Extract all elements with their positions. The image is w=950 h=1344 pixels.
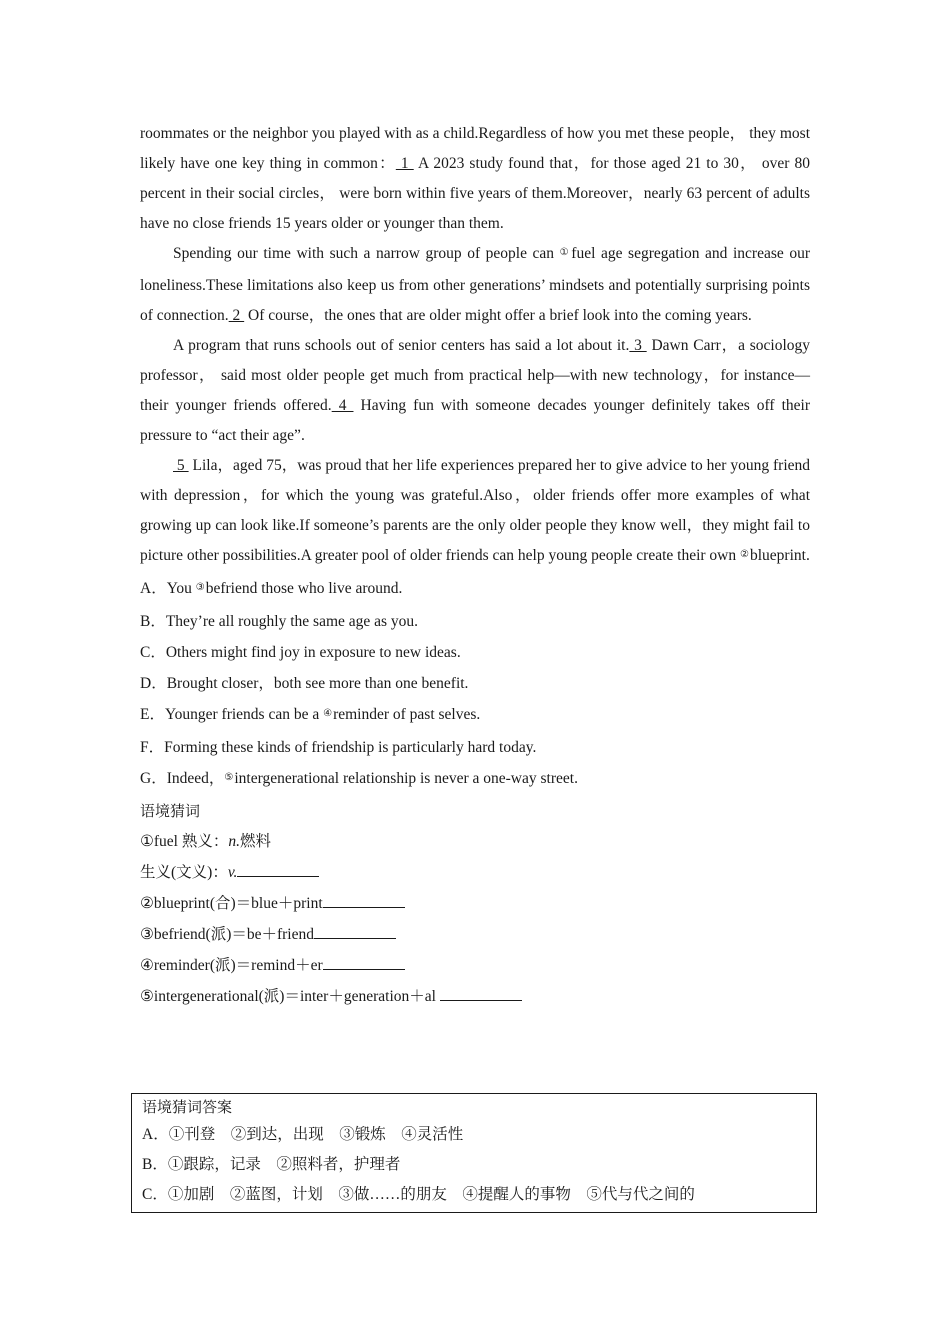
passage-paragraph-2: [140, 239, 810, 331]
answer-line-a: A．①刊登 ②到达，出现 ③锻炼 ④灵活性: [142, 1126, 464, 1143]
passage-paragraph-3: [140, 331, 810, 451]
answer-line-c: C．①加剧 ②蓝图，计划 ③做……的朋友 ④提醒人的事物 ⑤代与代之间的: [142, 1186, 695, 1203]
answers-box: [131, 1093, 817, 1213]
option-g-marker: ⑤: [224, 772, 234, 783]
answer-line-b: B．①跟踪，记录 ②照料者，护理者: [142, 1156, 401, 1173]
option-e-text: E．Younger friends can be a: [140, 706, 324, 723]
passage-paragraph-4: [140, 451, 810, 573]
answers-title: 语境猜词答案: [142, 1098, 233, 1116]
vocab-line-2-pos: v.: [227, 864, 238, 881]
p4-text-a: Lila，aged 75，was proud that her life experiences prepared her to give advice to her young friend with depression，for which the young was grateful.Also，older friends offer more examples of what growing up can look like.If someone’s parents are the only older people they know well，they might fail to picture other possibilities.A greater pool of older friends can help young people create their own: [140, 457, 811, 564]
vocab-answer-blank-1[interactable]: [237, 862, 319, 877]
option-d[interactable]: [140, 668, 810, 699]
option-f-text: F．Forming these kinds of friendship is particularly hard today.: [140, 739, 537, 756]
option-d-text: D．Brought closer，both see more than one benefit.: [140, 675, 469, 692]
vocab-line-2-a: 生义(文义)：: [140, 864, 228, 881]
vocab-line-5: [140, 950, 810, 981]
vocab-line-2: [140, 857, 810, 888]
vocab-answer-blank-4[interactable]: [323, 955, 405, 970]
option-a-text-rest: befriend those who live around.: [205, 580, 403, 597]
passage-paragraph-1: [140, 119, 810, 239]
vocab-line-4-text: ③befriend(派)＝be＋friend: [140, 926, 314, 943]
p2-text-b: fuel age segregation and increase our loneliness.These limitations also keep us from other generations’ mindsets and potentially surprising points of connection.: [140, 245, 810, 324]
vocab-line-6: [140, 981, 810, 1012]
p1-text-a: roommates or the neighbor you played with as a child.Regardless of how you met these people， they most likely have one key thing in common：: [140, 125, 810, 172]
p2-text-a: Spending our time with such a narrow group of people can: [173, 245, 560, 262]
marker-1: ①: [559, 247, 571, 258]
blank-1[interactable]: 1: [395, 155, 414, 172]
option-e-text-rest: reminder of past selves.: [333, 706, 481, 723]
blank-4[interactable]: 4: [331, 397, 354, 414]
option-e-marker: ④: [323, 708, 333, 719]
vocab-title: 语境猜词: [140, 802, 201, 820]
vocab-line-3: [140, 888, 810, 919]
option-g[interactable]: [140, 763, 810, 796]
p3-text-c: Having fun with someone decades younger definitely takes off their pressure to “act their age”.: [140, 397, 811, 444]
options-list: [140, 573, 810, 796]
option-f[interactable]: [140, 732, 810, 763]
p1-text-b: A 2023 study found that，for those aged 21 to 30， over 80 percent in their social circles， were born within five years of them.Moreover，nearly 63 percent of adults have no close friends 15 years older or younger than them.: [140, 155, 810, 232]
option-e[interactable]: [140, 699, 810, 732]
option-a-text: A．You: [140, 580, 196, 597]
page-content: [140, 119, 810, 1012]
p3-text-a: A program that runs schools out of senior centers has said a lot about it.: [173, 337, 630, 354]
marker-2: ②: [740, 549, 749, 560]
vocab-line-1-pos: n.: [228, 833, 240, 850]
option-c-text: C．Others might find joy in exposure to new ideas.: [140, 644, 461, 661]
p2-text-c: Of course，the ones that are older might offer a brief look into the coming years.: [248, 307, 752, 324]
option-a[interactable]: [140, 573, 810, 606]
vocab-line-5-text: ④reminder(派)＝remind＋er: [140, 957, 323, 974]
option-b[interactable]: [140, 606, 810, 637]
vocab-line-1: [140, 826, 810, 857]
vocab-answer-blank-2[interactable]: [323, 893, 405, 908]
vocab-answer-blank-5[interactable]: [440, 986, 522, 1001]
vocab-answer-blank-3[interactable]: [314, 924, 396, 939]
option-a-marker: ③: [195, 582, 205, 593]
option-b-text: B．They’re all roughly the same age as you.: [140, 613, 419, 630]
option-c[interactable]: [140, 637, 810, 668]
vocab-line-3-text: ②blueprint(合)＝blue＋print: [140, 895, 323, 912]
vocab-line-4: [140, 919, 810, 950]
vocab-line-6-text: ⑤intergenerational(派)＝inter＋generation＋al: [140, 988, 440, 1005]
option-g-text-rest: intergenerational relationship is never a one-way street.: [234, 770, 578, 787]
p4-text-b: blueprint.: [749, 547, 810, 564]
option-g-text: G．Indeed，: [140, 770, 225, 787]
p3-text-b: Dawn Carr，a sociology professor， said most older people get much from practical help—with new technology，for instance—their younger friends offered.: [140, 337, 811, 414]
blank-3[interactable]: 3: [629, 337, 647, 354]
blank-2[interactable]: 2: [228, 307, 245, 324]
vocab-line-1-b: 燃料: [240, 833, 272, 850]
blank-5[interactable]: 5: [173, 457, 189, 474]
vocab-line-1-a: ①fuel 熟义：: [140, 833, 229, 850]
